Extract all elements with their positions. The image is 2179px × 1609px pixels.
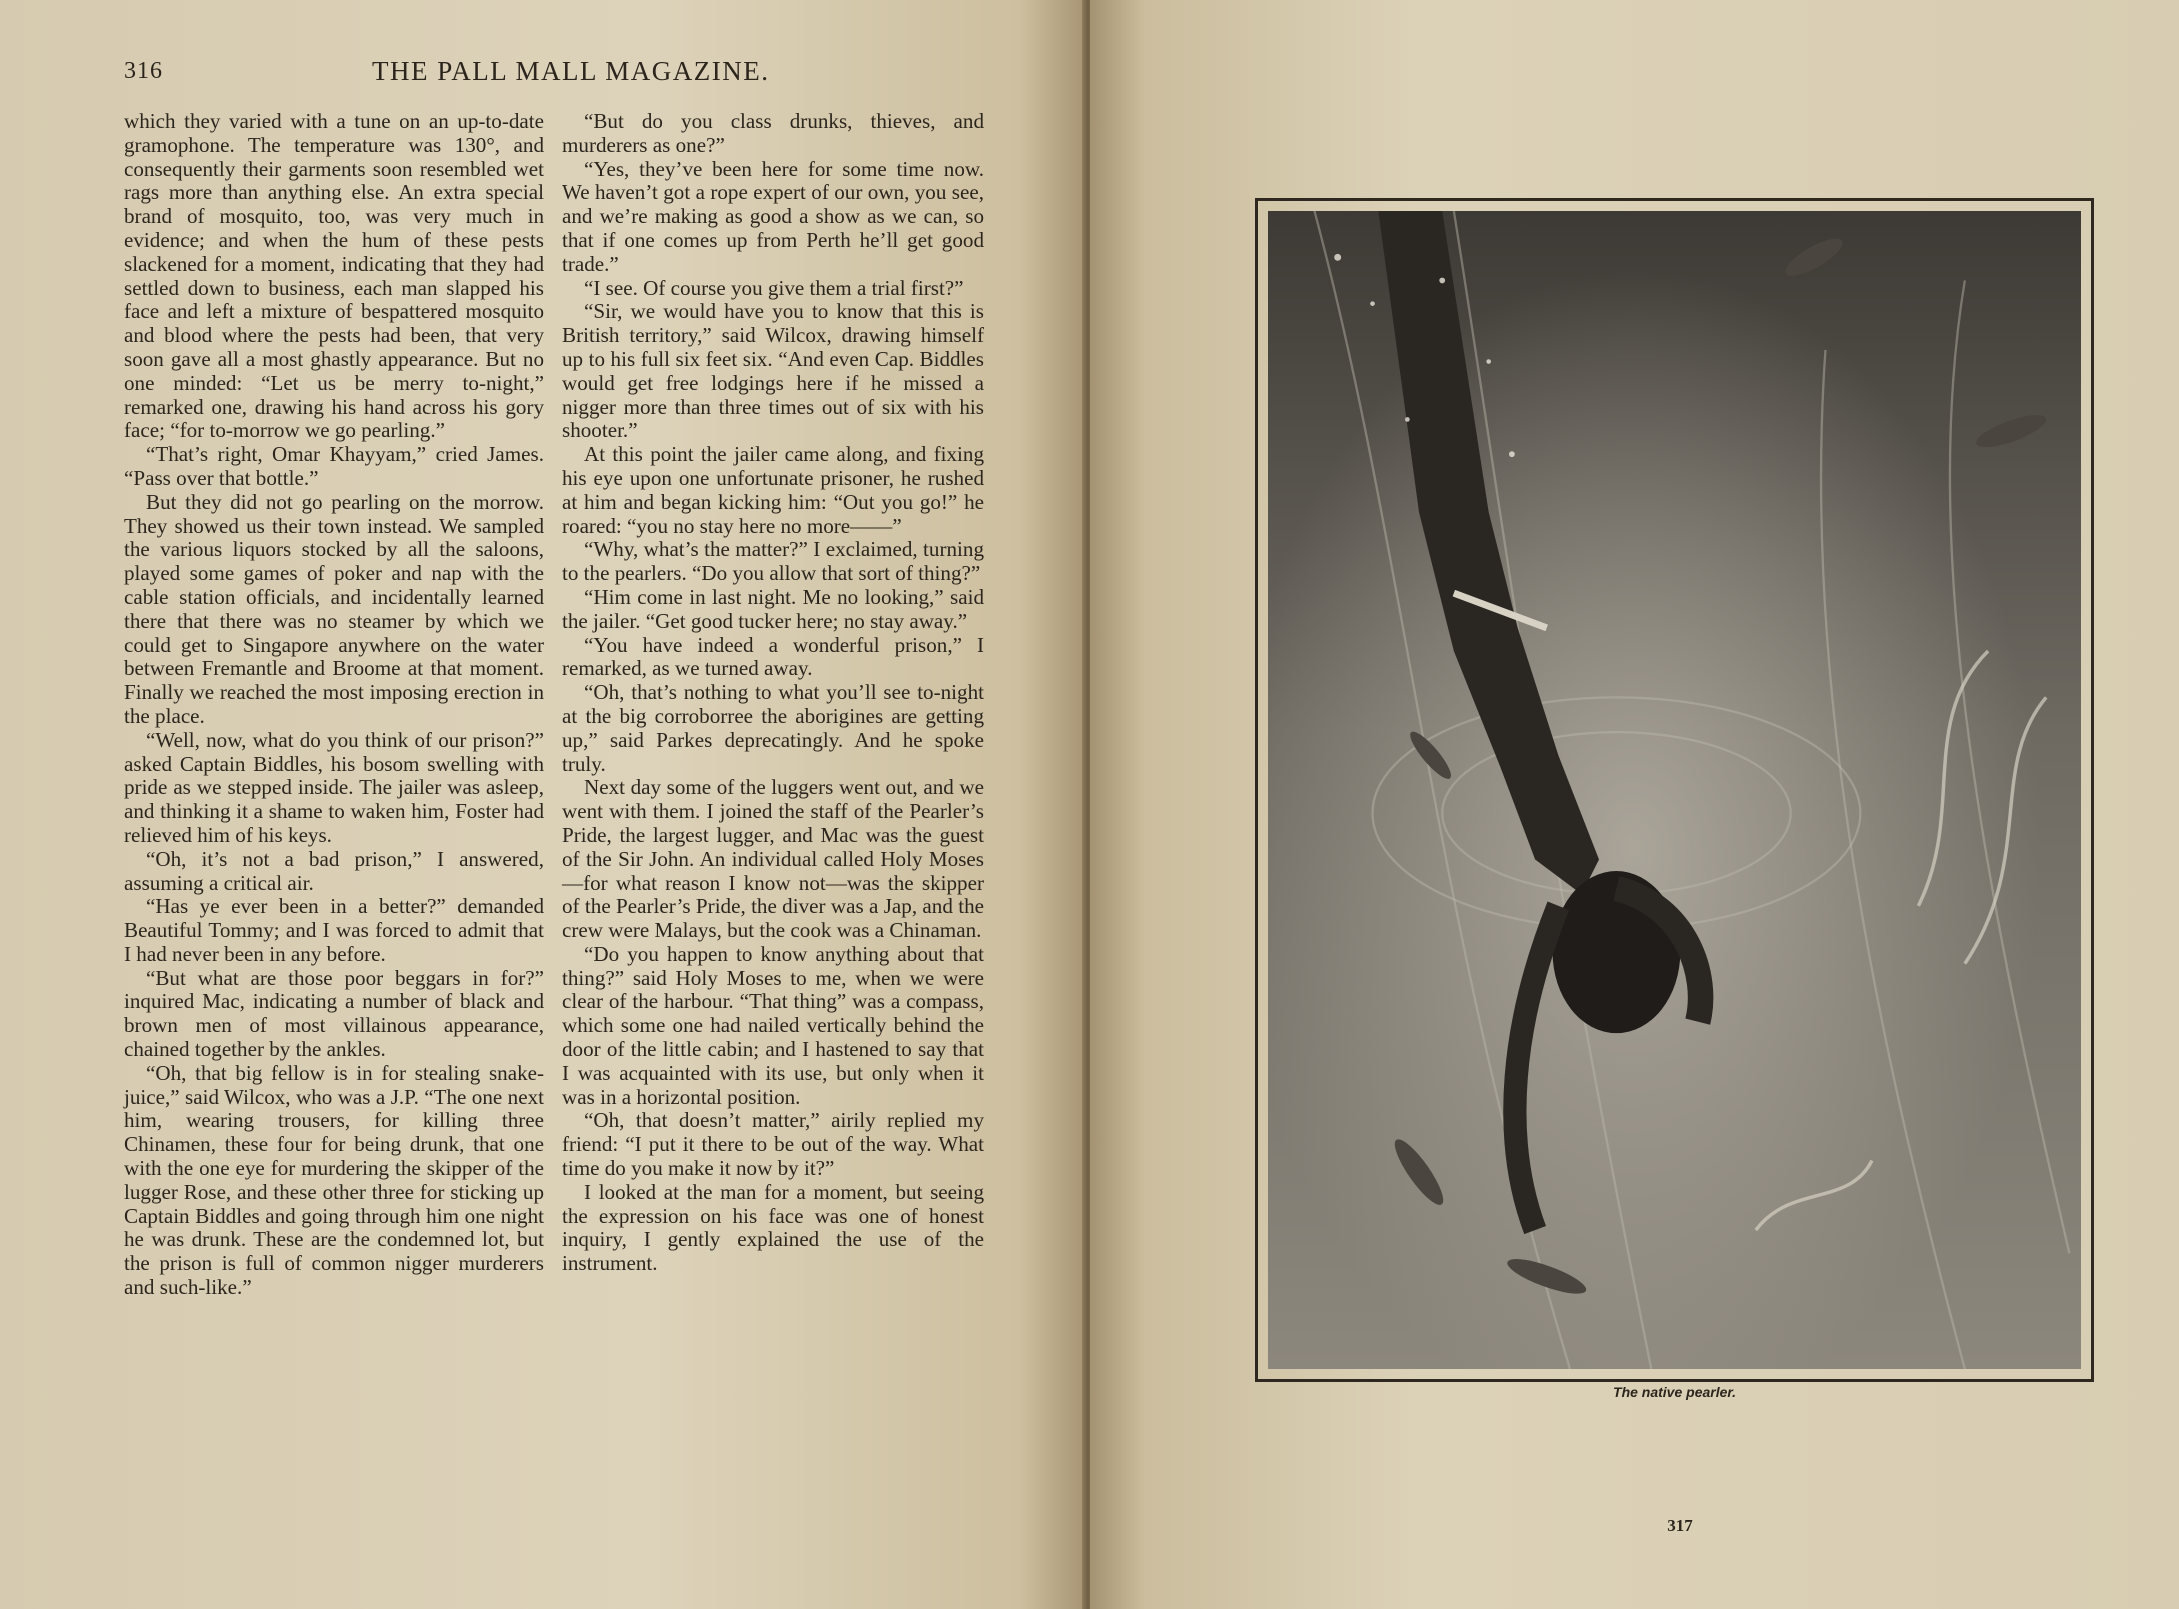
paragraph: “Oh, that doesn’t matter,” airily replied my friend: “I put it there to be out of the way. What time do you make it now by it?” xyxy=(562,1108,984,1181)
paragraph: “Why, what’s the matter?” I exclaimed, turning to the pearlers. “Do you allow that sort of thing?” xyxy=(562,537,984,586)
paragraph: “Yes, they’ve been here for some time now. We haven’t got a rope expert of our own, you see, and we’re making as good a show as we can, so that if one comes up from Perth he’ll get good trade.” xyxy=(562,156,984,276)
illustration-caption: The native pearler. xyxy=(1613,1384,1736,1400)
paragraph: “Oh, it’s not a bad prison,” I answered, assuming a critical air. xyxy=(124,846,544,895)
paragraph: “But what are those poor beggars in for?” inquired Mac, indicating a number of black and brown men of most villainous appearance, chained together by the ankles. xyxy=(124,965,544,1062)
paragraph: But they did not go pearling on the morrow. They showed us their town instead. We sampled the various liquors stocked by all the saloons, played some games of poker and nap with the cable station officials, and incidentally learned there that there was no steamer by which we could get to Singapore anywhere on the water between Fremantle and Broome at that moment. Finally we reached the most imposing erection in the place. xyxy=(124,489,544,728)
paragraph: Next day some of the luggers went out, and we went with them. I joined the staff of the Pearler’s Pride, the largest lugger, and Mac was the guest of the Sir John. An individual called Holy Moses—for what reason I know not—was the skipper of the Pearler’s Pride, the diver was a Jap, and the crew were Malays, but the cook was a Chinaman. xyxy=(562,775,984,943)
paragraph: I looked at the man for a moment, but seeing the expression on his face was one of honest inquiry, I gently explained the use of the instrument. xyxy=(562,1179,984,1276)
paragraph: “But do you class drunks, thieves, and murderers as one?” xyxy=(562,109,984,157)
text-column-1 xyxy=(124,110,544,1300)
left-page xyxy=(0,0,1085,1609)
paragraph: “Him come in last night. Me no looking,” said the jailer. “Get good tucker here; no stay away.” xyxy=(562,584,984,633)
paragraph: which they varied with a tune on an up-to-date gramophone. The temperature was 130°, and consequently their garments soon resembled wet rags more than anything else. An extra special brand of mosquito, too, was very much in evidence; and when the hum of these pests slackened for a moment, indicating that they had settled down to business, each man slapped his face and left a mixture of bespattered mosquito and blood where the pests had been, that very soon gave all a most ghastly appearance. But no one minded: “Let us be merry to-night,” remarked one, drawing his hand across his gory face; “for to-morrow we go pearling.” xyxy=(124,109,544,443)
paragraph: “Well, now, what do you think of our prison?” asked Captain Biddles, his bosom swelling with pride as we stepped inside. The jailer was asleep, and thinking it a shame to waken him, Foster had relieved him of his keys. xyxy=(124,727,544,847)
paragraph: “Do you happen to know anything about that thing?” said Holy Moses to me, when we were clear of the harbour. “That thing” was a compass, which some one had nailed vertically behind the door of the little cabin; and I hastened to say that I was acquainted with its use, but only when it was in a horizontal position. xyxy=(562,941,984,1109)
paragraph: “You have indeed a wonderful prison,” I remarked, as we turned away. xyxy=(562,632,984,681)
paragraph: “That’s right, Omar Khayyam,” cried James. “Pass over that bottle.” xyxy=(124,442,544,490)
paragraph: “Oh, that’s nothing to what you’ll see to-night at the big corroborree the aborigines are getting up,” said Parkes deprecatingly. And he spoke truly. xyxy=(562,680,984,776)
right-page xyxy=(1090,0,2179,1609)
paragraph: “Oh, that big fellow is in for stealing snake-juice,” said Wilcox, who was a J.P. “The one next him, wearing trousers, for killing three Chinamen, these four for being drunk, that one with the one eye for murdering the skipper of the lugger Rose, and these other three for sticking up Captain Biddles and going through him one night he was drunk. These are the condemned lot, but the prison is full of common nigger murderers and such-like.” xyxy=(124,1060,544,1300)
paragraph: “Sir, we would have you to know that this is British territory,” said Wilcox, drawing himself up to his full six feet six. “And even Cap. Biddles would get free lodgings here if he missed a nigger more than three times out of six with his shooter.” xyxy=(562,299,984,443)
paragraph: At this point the jailer came along, and fixing his eye upon one unfortunate prisoner, he rushed at him and began kicking him: “Out you go!” he roared: “you no stay here no more——” xyxy=(562,442,984,538)
running-head: THE PALL MALL MAGAZINE. xyxy=(372,56,770,86)
text-column-2 xyxy=(562,110,984,1276)
illustration-plate xyxy=(1255,198,2094,1382)
page-number-right: 317 xyxy=(1667,1516,1693,1535)
illustration xyxy=(1268,211,2081,1369)
paragraph: “I see. Of course you give them a trial first?” xyxy=(584,275,964,300)
page-number-left: 316 xyxy=(124,58,163,84)
paragraph: “Has ye ever been in a better?” demanded Beautiful Tommy; and I was forced to admit that I had never been in any before. xyxy=(124,894,544,966)
